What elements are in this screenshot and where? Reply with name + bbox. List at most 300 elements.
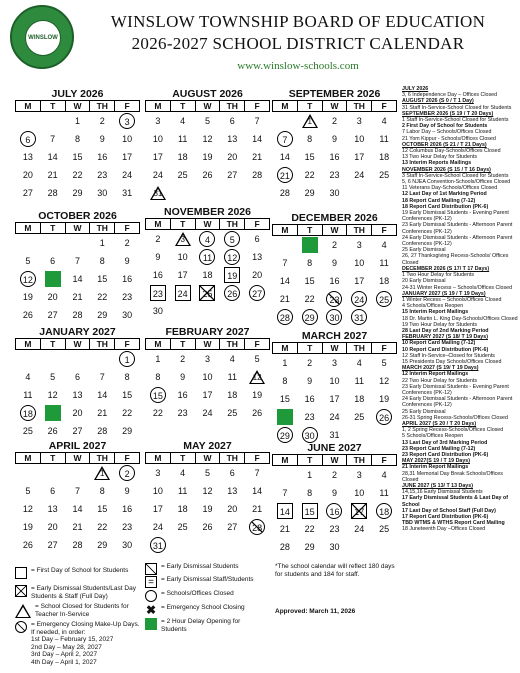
legend-school-closed-inservice: = School Closed for Students for Teacher In-Service: [15, 603, 140, 618]
weekday-header: F: [115, 101, 140, 112]
event-item: 23 Report Card Mailing (7-12): [402, 445, 476, 452]
day-number: 15: [304, 152, 315, 162]
day-cell: [115, 166, 140, 184]
day-cell: [245, 184, 270, 202]
week-row: [273, 166, 397, 184]
day-number: [376, 538, 392, 554]
day-number: 7: [50, 134, 56, 144]
weekday-header: W: [65, 453, 90, 464]
day-number: 12: [20, 271, 36, 287]
day-number: 23: [150, 285, 166, 301]
day-cell: [372, 254, 397, 272]
day-number: 3: [356, 470, 362, 480]
day-cell: [65, 148, 90, 166]
day-cell: [40, 288, 65, 306]
month-table: [145, 338, 270, 422]
weekday-header: W: [322, 455, 347, 466]
day-cell: [297, 484, 322, 502]
day-cell: [220, 350, 245, 369]
day-number: 29: [97, 310, 108, 320]
day-number: 4: [381, 470, 387, 480]
day-cell: [16, 252, 41, 270]
day-cell: [220, 230, 245, 249]
day-number: 16: [329, 152, 340, 162]
day-cell: [170, 464, 195, 483]
day-cell: [220, 386, 245, 404]
legend-two-hour: = 2 Hour Delay Opening for Students: [145, 618, 265, 633]
event-item: 23 Report Card Distribution (PK-6): [402, 451, 489, 458]
day-cell: [170, 148, 195, 166]
day-cell: [170, 518, 195, 536]
day-cell: [372, 148, 397, 166]
event-month-heading: FEBRUARY 2027 (S 18/ T 19 Days): [402, 334, 488, 341]
day-number: 31: [122, 188, 133, 198]
day-number: 2: [307, 358, 313, 368]
event-item: 26, 27 Thanksgiving Recess-Schools/ Offices Closed: [402, 253, 509, 266]
day-number: 10: [329, 376, 340, 386]
day-cell: [220, 248, 245, 266]
day-number: 21: [279, 294, 290, 304]
day-number: 14: [72, 504, 83, 514]
event-item: 25 Early Dismissal: [402, 408, 446, 415]
day-cell: [65, 184, 90, 202]
day-number: 18: [354, 394, 365, 404]
logo-text: WINSLOW: [28, 35, 58, 41]
day-number: 6: [50, 486, 56, 496]
day-number: 15: [304, 276, 315, 286]
day-number: 26: [202, 522, 213, 532]
day-cell: [297, 502, 322, 520]
weekday-header: T: [170, 219, 195, 230]
day-number: 14: [279, 152, 290, 162]
week-row: [146, 184, 270, 202]
day-number: 1: [119, 351, 135, 367]
day-cell: [195, 350, 220, 369]
day-cell: [16, 386, 41, 404]
day-cell: [170, 130, 195, 148]
day-cell: [146, 350, 171, 369]
day-number: [45, 464, 61, 480]
week-row: [16, 234, 140, 253]
weekday-header: T: [40, 101, 65, 112]
event-month-heading: APRIL 2027 (S 20 / T 20 Days): [402, 420, 477, 427]
day-number: 16: [304, 394, 315, 404]
day-number: 13: [252, 252, 263, 262]
day-number: 15: [72, 152, 83, 162]
day-number: 3: [204, 354, 210, 364]
day-number: 9: [124, 256, 130, 266]
event-month-heading: MARCH 2027 (S 19/ T 19 Days): [402, 365, 479, 372]
day-cell: [273, 372, 298, 390]
day-number: 25: [379, 170, 390, 180]
day-number: 1: [307, 470, 313, 480]
week-row: [146, 500, 270, 518]
week-row: [16, 422, 140, 440]
day-cell: [65, 350, 90, 369]
day-number: 21: [72, 292, 83, 302]
day-number: 1: [155, 354, 161, 364]
day-cell: [115, 306, 140, 324]
day-cell: [16, 184, 41, 202]
day-number: 3: [180, 235, 185, 244]
day-cell: [40, 464, 65, 483]
day-number: 23: [329, 170, 340, 180]
day-cell: [40, 166, 65, 184]
day-cell: [40, 518, 65, 536]
day-cell: [347, 166, 372, 184]
month-table: [145, 100, 270, 202]
day-number: 6: [74, 372, 80, 382]
day-number: [20, 234, 36, 250]
day-cell: [170, 386, 195, 404]
event-item: 28 Last Day of 2nd Marking Period: [402, 327, 489, 334]
day-number: 25: [379, 524, 390, 534]
week-row: [146, 284, 270, 302]
district-seal-logo: [10, 5, 74, 69]
event-item: 21 Interim Report Mailings: [402, 464, 469, 471]
day-number: 28: [279, 188, 290, 198]
weekday-header: TH: [90, 223, 115, 234]
day-cell: [372, 372, 397, 390]
weekday-header: F: [245, 219, 270, 230]
day-cell: [195, 386, 220, 404]
event-item: 28,31 Memorial Day Break Schools/Offices Closed: [402, 470, 503, 483]
day-cell: [220, 482, 245, 500]
weekday-header: F: [372, 455, 397, 466]
day-cell: [347, 184, 372, 202]
day-number: 14: [252, 486, 263, 496]
weekday-header: M: [16, 223, 41, 234]
equal-box-icon: =: [145, 576, 157, 588]
day-number: 10: [354, 488, 365, 498]
day-number: [45, 350, 61, 366]
event-item: 17 Early Dismissal Students & Last Day of School: [402, 495, 508, 508]
day-number: 30: [326, 309, 342, 325]
day-number: 6: [50, 256, 56, 266]
day-cell: [90, 386, 115, 404]
day-number: 26: [252, 408, 263, 418]
week-row: [273, 130, 397, 148]
day-cell: [195, 148, 220, 166]
page-title: WINSLOW TOWNSHIP BOARD OF EDUCATION: [110, 12, 486, 31]
day-number: 3: [155, 468, 161, 478]
weekday-header: TH: [90, 339, 115, 350]
event-item: 5, 6 NJEA Convention-Schools/Offices Closed: [402, 179, 511, 186]
day-cell: [40, 422, 65, 440]
day-number: 28: [277, 309, 293, 325]
day-number: 23: [122, 522, 133, 532]
day-cell: [245, 350, 270, 369]
day-number: 25: [376, 291, 392, 307]
day-number: 17: [351, 503, 367, 519]
week-row: [273, 290, 397, 308]
day-cell: [40, 252, 65, 270]
day-number: [69, 464, 85, 480]
day-number: 23: [177, 408, 188, 418]
day-number: 8: [307, 258, 313, 268]
month-title: DECEMBER 2026: [291, 212, 378, 224]
day-cell: [16, 306, 41, 324]
weekday-header: F: [372, 101, 397, 112]
day-number: 8: [307, 134, 313, 144]
event-item: 17 Last Day of School Staff (Full Day): [402, 507, 496, 514]
day-cell: [322, 372, 347, 390]
event-item: 18 Dr. Martin L. King Day-Schools/Offices Closed: [402, 315, 518, 322]
month-10: [145, 440, 270, 554]
day-cell: [146, 518, 171, 536]
day-number: 28: [72, 540, 83, 550]
weekday-header: W: [65, 101, 90, 112]
day-number: 12: [47, 390, 58, 400]
day-number: 22: [97, 522, 108, 532]
day-cell: [245, 248, 270, 266]
day-cell: [146, 464, 171, 483]
day-cell: [245, 386, 270, 404]
event-item: 14,15,16 Early Dismissal Students: [402, 489, 483, 496]
day-number: 11: [379, 258, 389, 268]
day-cell: [90, 184, 115, 202]
day-cell: [146, 148, 171, 166]
day-number: 29: [72, 188, 83, 198]
month-1: [145, 88, 270, 202]
day-number: 25: [227, 408, 238, 418]
day-number: 13: [72, 390, 83, 400]
month-4: [145, 206, 270, 320]
day-cell: [65, 166, 90, 184]
day-number: 13: [47, 504, 58, 514]
day-number: 16: [177, 390, 188, 400]
day-number: 29: [304, 542, 315, 552]
day-cell: [195, 266, 220, 284]
weekday-header: M: [16, 339, 41, 350]
day-cell: [322, 502, 347, 520]
day-cell: [297, 254, 322, 272]
day-cell: [146, 284, 171, 302]
day-cell: [146, 302, 171, 320]
month-7: [145, 326, 270, 422]
day-number: 12: [379, 376, 390, 386]
day-number: 20: [22, 170, 33, 180]
x-icon: ✖: [145, 603, 157, 617]
day-number: 4: [356, 358, 362, 368]
day-number: [94, 350, 110, 366]
day-number: 27: [47, 310, 58, 320]
week-row: [146, 148, 270, 166]
event-item: 23 Early Dismissal Students - Evening Parent Conferences (PK-12): [402, 383, 509, 396]
month-title: AUGUST 2026: [172, 88, 243, 100]
day-number: 5: [224, 231, 240, 247]
day-cell: [322, 184, 347, 202]
event-item: 20 Early Dismissal: [402, 278, 446, 285]
day-cell: [65, 518, 90, 536]
weekday-header: TH: [220, 219, 245, 230]
event-item: 11 Veterans Day-Schools/Offices Closed: [402, 185, 498, 192]
day-cell: [16, 350, 41, 369]
day-cell: [40, 368, 65, 386]
day-cell: [347, 408, 372, 426]
day-number: [20, 464, 36, 480]
week-row: [273, 538, 397, 556]
day-number: 8: [74, 134, 80, 144]
day-number: 12: [202, 486, 213, 496]
day-number: 22: [152, 408, 163, 418]
day-number: 4: [199, 231, 215, 247]
day-number: 7: [282, 258, 288, 268]
day-cell: [372, 184, 397, 202]
day-cell: [195, 500, 220, 518]
day-cell: [146, 248, 171, 266]
week-row: [16, 270, 140, 288]
week-row: [273, 254, 397, 272]
day-cell: [245, 500, 270, 518]
event-month-heading: SEPTEMBER 2026 (S 19 / T 20 Days): [402, 110, 494, 117]
day-cell: [16, 464, 41, 483]
day-cell: [297, 290, 322, 308]
day-cell: [322, 538, 347, 556]
day-number: 6: [254, 234, 260, 244]
day-cell: [16, 500, 41, 518]
day-cell: [195, 248, 220, 266]
legend-emergency-makeup: = Emergency Closing Make-Up Days. If needed, in order: 1st Day – February 15, 2027 2nd Day – May 28, 2027 3rd Day – April 2, 2027 4th Day – April 1, 2027: [15, 621, 140, 666]
day-number: 6: [229, 116, 235, 126]
month-title: NOVEMBER 2026: [164, 206, 251, 218]
day-cell: [90, 234, 115, 253]
day-cell: [220, 184, 245, 202]
day-cell: [16, 270, 41, 288]
day-number: 13: [45, 271, 61, 287]
event-item: 17 Report Card Distribution (PK-6): [402, 514, 489, 521]
day-number: 1: [282, 358, 288, 368]
week-row: [273, 308, 397, 326]
event-month-heading: DECEMBER 2026 (S 17/ T 17 Days): [402, 265, 490, 272]
day-number: 25: [354, 412, 365, 422]
day-number: 26: [22, 540, 33, 550]
day-cell: [220, 284, 245, 302]
day-number: 28: [252, 170, 263, 180]
day-number: 2: [119, 465, 135, 481]
day-number: 17: [329, 394, 340, 404]
day-number: 2: [99, 116, 105, 126]
day-number: 9: [331, 488, 337, 498]
day-cell: [195, 184, 220, 202]
event-month-heading: JUNE 2027 (S 13/ T 13 Days): [402, 483, 473, 489]
event-item: 12 Columbus Day-Schools/Offices Closed: [402, 148, 501, 155]
day-cell: [16, 518, 41, 536]
day-cell: [322, 484, 347, 502]
day-cell: [170, 112, 195, 131]
day-cell: [297, 236, 322, 255]
day-number: 12: [224, 249, 240, 265]
day-number: 17: [152, 152, 163, 162]
day-cell: [347, 354, 372, 373]
day-number: 8: [99, 486, 105, 496]
event-item: 3 Staff In-Service-School Closed for Students: [402, 172, 509, 179]
day-cell: [195, 112, 220, 131]
day-cell: [347, 502, 372, 520]
day-number: 24: [202, 408, 213, 418]
slashed-square-icon: [145, 563, 157, 575]
week-row: [16, 184, 140, 202]
day-cell: [170, 404, 195, 422]
day-cell: [146, 112, 171, 131]
day-number: [69, 234, 85, 250]
month-3: [15, 210, 140, 324]
legend-closed: = Schools/Offices Closed: [145, 590, 265, 602]
day-number: 21: [277, 167, 293, 183]
week-row: [273, 354, 397, 373]
weekday-header: T: [297, 343, 322, 354]
day-number: 22: [277, 409, 293, 425]
day-number: [20, 112, 36, 128]
day-number: 13: [22, 152, 33, 162]
day-cell: [195, 302, 220, 320]
month-table: [272, 342, 397, 444]
day-number: 2: [124, 238, 130, 248]
month-5: [272, 212, 397, 326]
day-cell: [115, 464, 140, 483]
day-cell: [40, 148, 65, 166]
day-cell: [372, 112, 397, 131]
weekday-header: W: [322, 343, 347, 354]
day-cell: [170, 302, 195, 320]
day-cell: [297, 354, 322, 373]
day-cell: [65, 386, 90, 404]
day-cell: [146, 368, 171, 386]
event-item: 3, 6 Independence Day – Offices Closed: [402, 92, 498, 99]
day-cell: [16, 422, 41, 440]
event-item: 13 Interim Reports Mailings: [402, 160, 472, 167]
day-number: 24: [152, 170, 163, 180]
day-number: 11: [354, 376, 364, 386]
day-number: 10: [122, 134, 133, 144]
event-month-heading: NOVEMBER 2026 (S 15 / T 16 Days): [402, 166, 491, 173]
day-number: 7: [74, 256, 80, 266]
day-number: 3: [155, 116, 161, 126]
square-icon: [15, 567, 27, 579]
weekday-header: TH: [347, 455, 372, 466]
day-number: 5: [204, 468, 210, 478]
day-number: 3: [119, 113, 135, 129]
day-cell: [322, 236, 347, 255]
event-item: 18 Report Card Mailing (7-12): [402, 197, 476, 204]
day-number: [351, 426, 367, 442]
event-item: TBD WTMS & WTHS Report Card Mailing: [402, 520, 505, 527]
day-number: 15: [279, 394, 290, 404]
day-cell: [90, 482, 115, 500]
week-row: [16, 252, 140, 270]
website-link[interactable]: www.winslow-schools.com: [237, 60, 359, 72]
day-number: 2: [331, 116, 337, 126]
day-cell: [273, 520, 298, 538]
day-cell: [90, 422, 115, 440]
day-number: [376, 308, 392, 324]
day-number: 30: [122, 310, 133, 320]
week-row: [273, 520, 397, 538]
day-number: 17: [354, 276, 365, 286]
weekday-header: T: [40, 223, 65, 234]
day-cell: [65, 112, 90, 131]
day-cell: [245, 284, 270, 302]
week-row: [16, 166, 140, 184]
weekday-header: M: [273, 455, 298, 466]
day-number: [45, 112, 61, 128]
day-cell: [146, 536, 171, 554]
day-cell: [90, 270, 115, 288]
week-row: [146, 112, 270, 131]
month-8: [272, 330, 397, 444]
circle-icon: [145, 590, 157, 602]
day-number: 27: [22, 188, 33, 198]
